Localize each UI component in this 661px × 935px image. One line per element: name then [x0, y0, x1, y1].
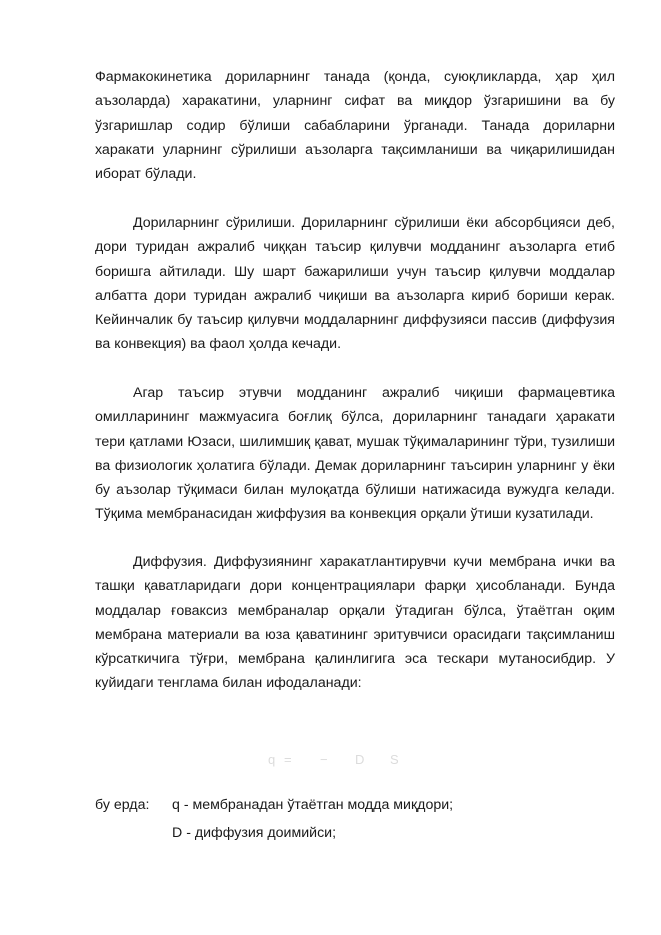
formula-q: q	[268, 752, 276, 767]
paragraph-pharmacokinetics: Фармакокинетика дориларнинг танада (қонда, суюқликларда, ҳар ҳил аъзоларда) харакатини, уларнинг сифат ва миқдор ўзгаришини ва бу ўзгаришлар содир бўлиши сабабларини ўрганади. Танада дориларни харакати уларнинг сўрилиши аъзоларга тақсимланиши ва чиқарилишидан иборат бўлади.	[95, 69, 615, 183]
formula-s: S	[390, 752, 399, 767]
diffusion-equation	[262, 748, 422, 772]
definition-d-text: D - диффузия доимийси;	[172, 825, 337, 841]
formula-minus: −	[320, 752, 328, 767]
formula-equals: =	[284, 752, 292, 767]
paragraph-absorption: Дориларнинг сўрилиши. Дориларнинг сўрилиши ёки абсорбцияси деб, дори туридан ажралиб чиққан таъсир қилувчи модданинг аъзоларга етиб боришга айтилади. Шу шарт бажарилиши учун таъсир қилувчи моддалар албатта дори туридан ажралиб чиқиши ва аъзоларга кириб бориши керак. Кейинчалик бу таъсир қилувчи моддаларнинг диффузияси пассив (диффузия ва конвекция) ва фаол ҳолда кечади.	[95, 215, 615, 353]
formula-d: D	[355, 752, 365, 767]
definitions-label: бу ерда:	[95, 797, 150, 813]
paragraph-release: Агар таъсир этувчи модданинг ажралиб чиқиши фармацевтика омилларининг мажмуасига боғлиқ бўлса, дориларнинг танадаги ҳаракати тери қатлами Юзаси, шилимшиқ қават, мушак тўқималарининг тўри, тузилиши ва физиологик ҳолатига бўлади. Демак дориларнинг таъсирин уларнинг у ёки бу аъзолар тўқимаси билан мулоқатда бўлиши натижасида вужудга келади. Тўқима мембранасидан жиффузия ва конвекция орқали ўтиши кузатилади.	[95, 385, 615, 523]
definition-q-text: q - мембранадан ўтаётган модда миқдори;	[172, 797, 454, 813]
paragraph-diffusion: Диффузия. Диффузиянинг харакатлантирувчи кучи мембрана ички ва ташқи қаватларидаги дори концентрациялари фарқи ҳисобланади. Бунда моддалар ғоваксиз мембраналар орқали ўтадиган бўлса, ўтаётган оқим мембрана материали ва юза қаватининг эритувчиси орасидаги тақсимланиш кўрсаткичига тўғри, мембрана қалинлигига эса тескари мутаносибдир. У куйидаги тенглама билан ифодаланади:	[95, 554, 615, 692]
